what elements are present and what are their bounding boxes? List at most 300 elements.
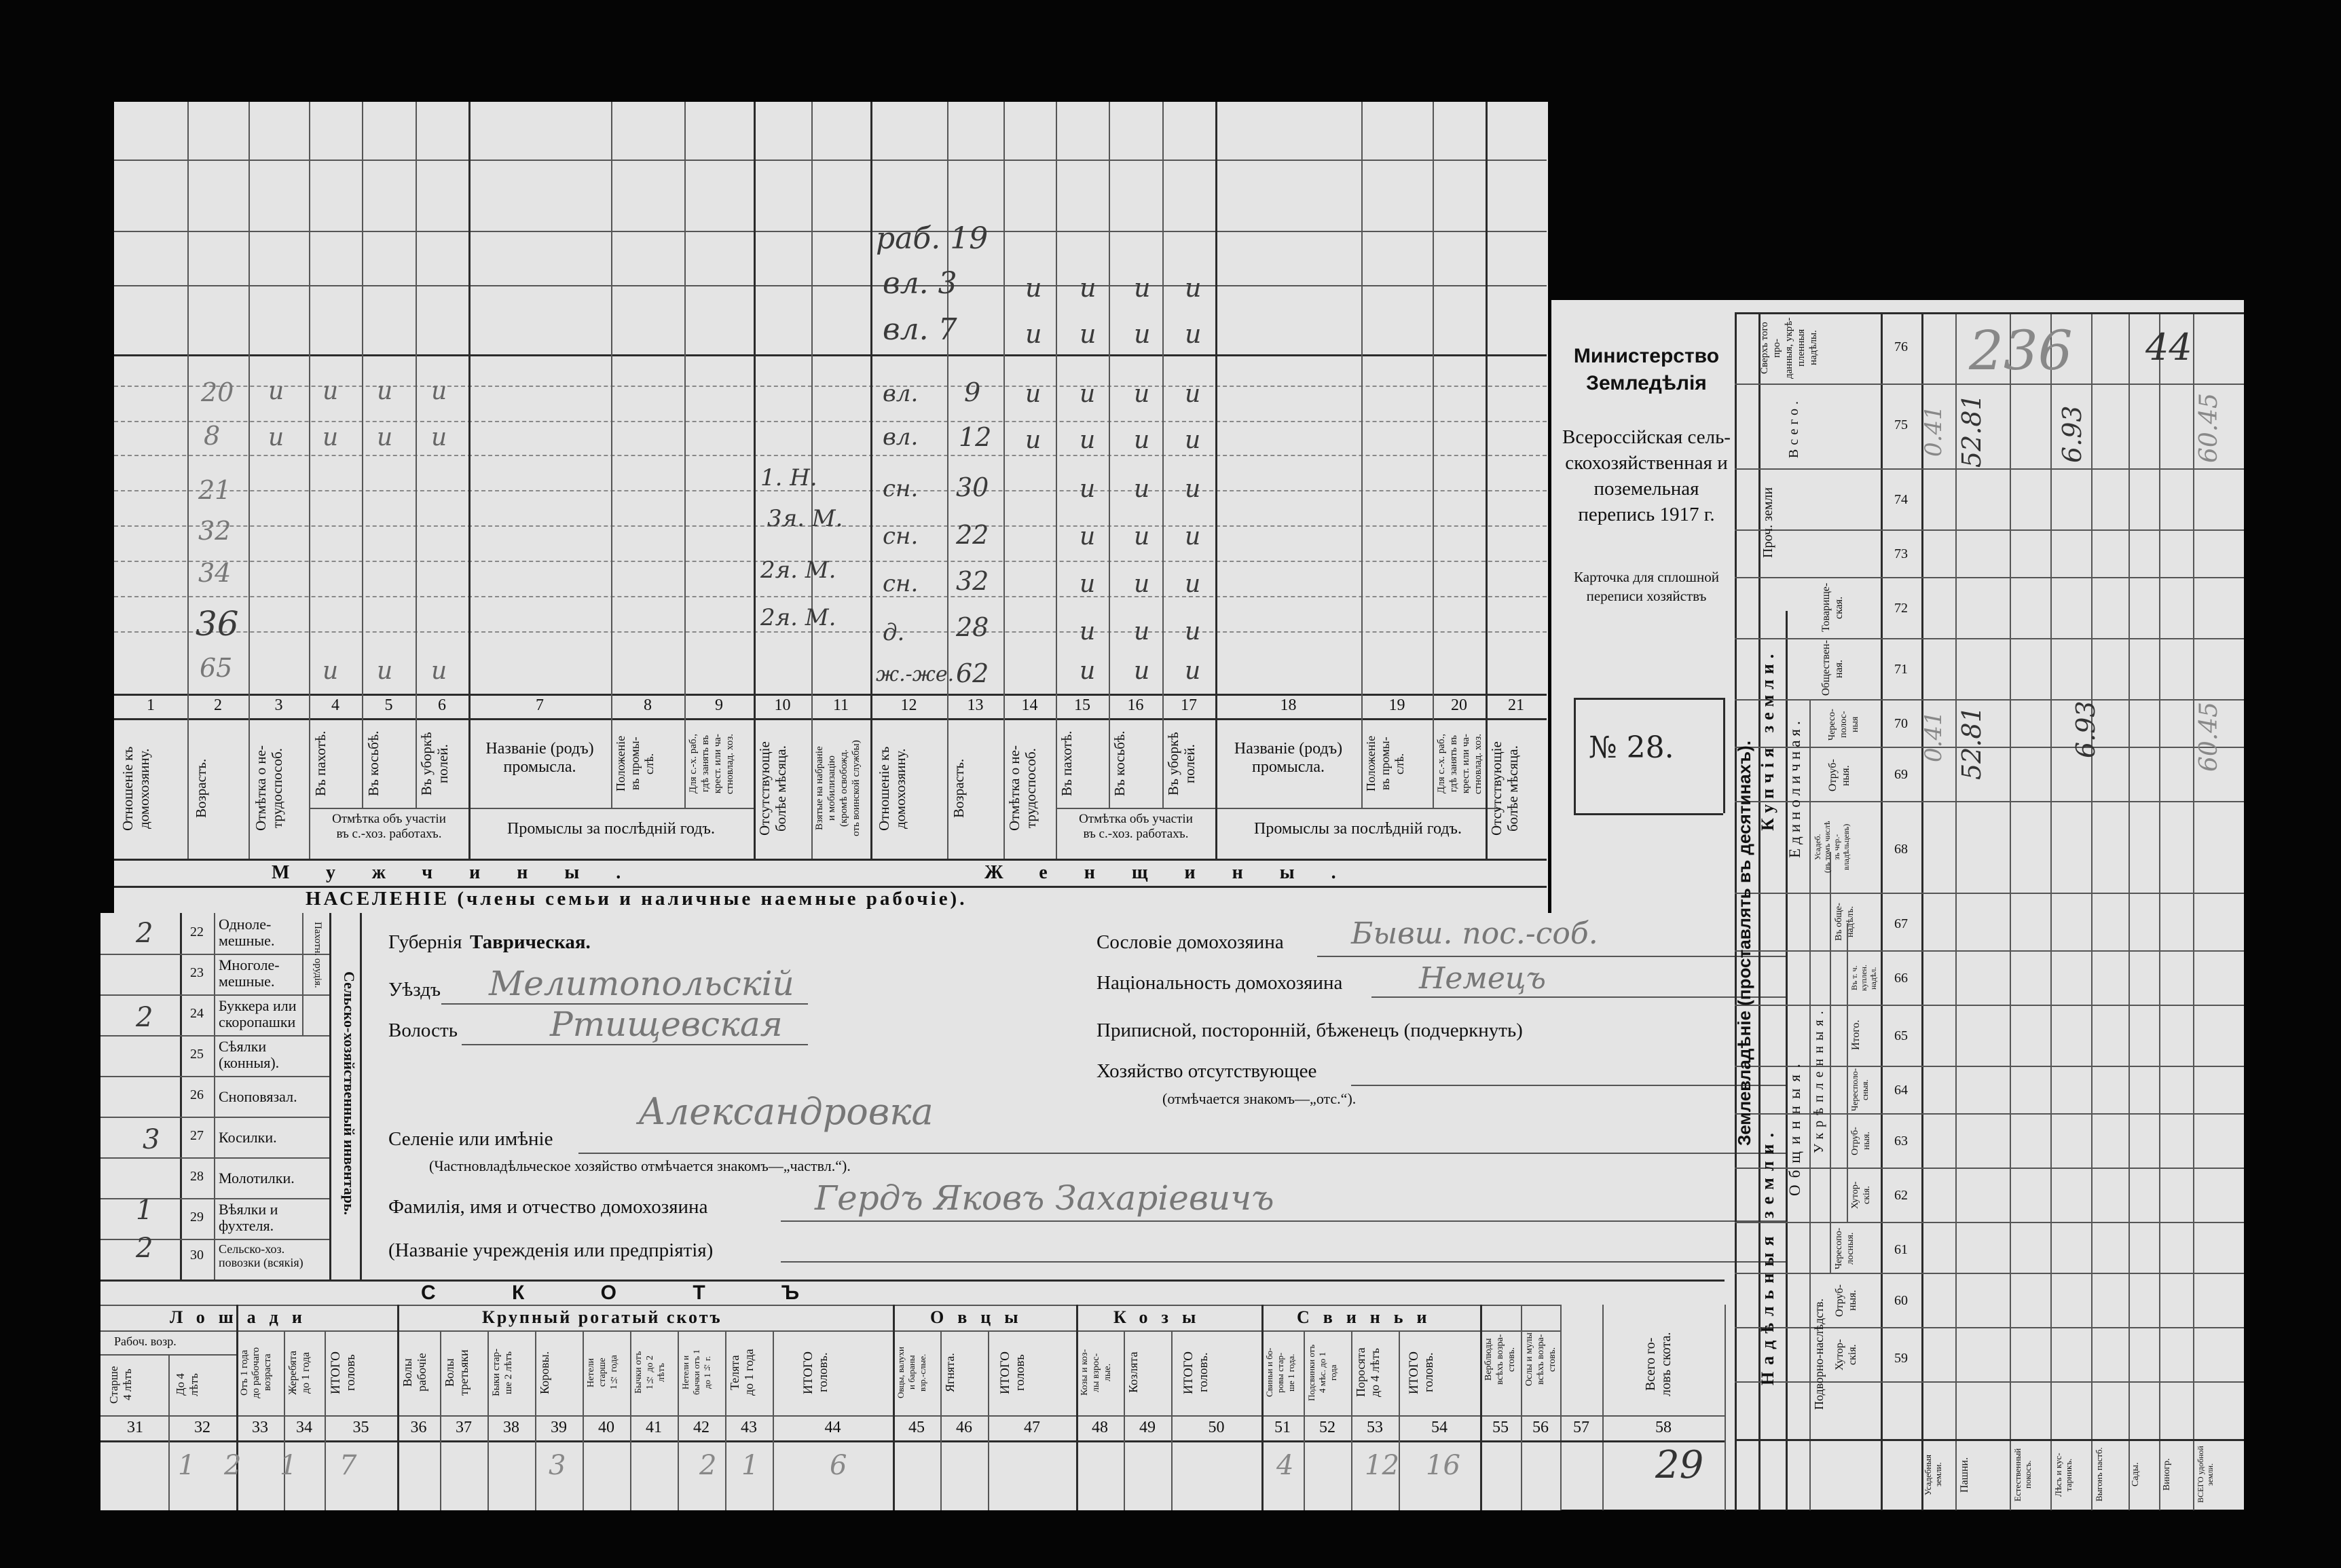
ls-label: Ягнята.: [943, 1353, 957, 1392]
hw-livestock: 1: [741, 1450, 759, 1481]
hw-age-m: 20: [201, 377, 234, 407]
men-label: Мужчины.: [272, 862, 658, 883]
ls-label: Ослы и мулы всѣхъ возра- стовъ.: [1524, 1332, 1557, 1387]
group-sheep: Овцы: [930, 1307, 1032, 1327]
selenie-label: Селеніе или имѣніе: [388, 1128, 553, 1150]
col-label-position-f: Положеніе въ промы- слѣ.: [1364, 735, 1406, 792]
inv-num-29: 29: [190, 1210, 204, 1225]
ls-label-58: Всего го- ловъ скота.: [1643, 1332, 1674, 1397]
hw-ditto: и: [1080, 475, 1096, 503]
hw-land-val: 52.81: [1957, 394, 1987, 468]
ls-num: 55: [1492, 1419, 1509, 1436]
inv-label: Сѣялки (конныя).: [219, 1038, 280, 1071]
land-label-59: Хутор- скія.: [1834, 1339, 1858, 1371]
hw-inventory-count: 3: [143, 1124, 160, 1155]
land-num-72: 72: [1894, 601, 1908, 616]
ls-num: 37: [456, 1419, 472, 1436]
inv-num-30: 30: [190, 1248, 204, 1263]
inv-label: Сельско-хоз. повозки (всякія): [219, 1242, 303, 1269]
col-label-position-m: Положеніе въ промы- слѣ.: [614, 735, 656, 792]
land-label-60: Отруб- ныя.: [1834, 1284, 1858, 1317]
col-num-12: 12: [900, 696, 917, 714]
kupch-label: Купчія земли.: [1758, 648, 1777, 832]
nadel-label: Надѣльныя земли.: [1758, 1126, 1777, 1385]
ls-label: ИТОГО головъ.: [801, 1351, 830, 1394]
volost-value: Ртищевская: [550, 1005, 783, 1044]
land-num-71: 71: [1894, 662, 1908, 677]
col-label-where-f: Для с.-х. раб., гдѣ занять въ крест. или ча- стновлад. хоз.: [1436, 733, 1483, 794]
hw-land-val: 6.93: [2057, 405, 2087, 464]
inv-label: Косилки.: [219, 1129, 277, 1146]
gubernia-printed: Таврическая.: [470, 931, 591, 953]
ls-label: ИТОГО головъ: [329, 1351, 358, 1394]
hw-rel-f: вл.: [883, 424, 919, 451]
land-num-60: 60: [1894, 1293, 1908, 1308]
hw-age-f: 9: [964, 377, 981, 407]
group-pigs: Свиньи: [1297, 1307, 1441, 1327]
col-label-where-m: Для с.-х. раб., гдѣ занять въ крест. или ча- стновлад. хоз.: [688, 733, 735, 794]
ls-num: 51: [1274, 1419, 1291, 1436]
col-label-mow-f: Въ косьбѣ.: [1111, 730, 1128, 797]
col-num-6: 6: [438, 696, 446, 714]
col-num-9: 9: [715, 696, 723, 714]
hw-ditto: и: [377, 424, 393, 451]
hw-ditto: и: [1185, 475, 1201, 503]
land-row-label: Выгонъ пастб.: [2094, 1447, 2104, 1502]
col-num-11: 11: [832, 696, 849, 714]
hw-livestock: 16: [1426, 1450, 1460, 1481]
hw-inventory-count: 2: [136, 1233, 153, 1264]
ls-num: 48: [1092, 1419, 1108, 1436]
land-num-70: 70: [1894, 716, 1908, 731]
inv-label: Вѣялки и фухтеля.: [219, 1201, 278, 1234]
soslovie-label: Сословіе домохозяина: [1096, 931, 1284, 953]
hw-ditto: и: [1080, 380, 1096, 408]
inv-num-28: 28: [190, 1169, 204, 1184]
hw-ditto: и: [1025, 426, 1042, 454]
hw-ditto: и: [268, 377, 284, 405]
land-label-69: Отруб- ныя.: [1827, 759, 1851, 792]
ukrep-label: Укрѣпленныя.: [1811, 1005, 1826, 1153]
ls-label: Козлята: [1126, 1351, 1140, 1394]
hw-age-f: 28: [956, 612, 989, 642]
group-goats: Козы: [1113, 1307, 1210, 1327]
ls-num: 39: [551, 1419, 567, 1436]
col-label-mobilized: Взятые на набраніе и мобилизацію (кромѣ освобожд. оть воинской службы): [814, 740, 862, 837]
absent-note: (отмѣчается знакомъ—„отс.“).: [1162, 1090, 1357, 1107]
land-label-72: Товарище- ская.: [1820, 582, 1845, 633]
land-num-61: 61: [1894, 1242, 1908, 1257]
land-row-label: Естественный покосъ.: [2012, 1448, 2033, 1501]
ls-label: Нетели старше 1½ года: [586, 1355, 619, 1390]
hw-livestock: 1: [178, 1450, 196, 1481]
col-label-trade-f: Названіе (родъ) промысла.: [1234, 740, 1343, 776]
land-num-74: 74: [1894, 492, 1908, 507]
hw-age-m: 36: [196, 604, 239, 643]
ls-label: Поросята до 4 лѣтъ: [1354, 1347, 1382, 1398]
col-num-13: 13: [967, 696, 984, 714]
volost-label: Волость: [388, 1020, 458, 1041]
hw-ditto: и: [1080, 570, 1096, 598]
land-title: Землевладѣніе (проставлять въ десятинахъ).: [1734, 741, 1754, 1146]
hw-ditto: и: [431, 657, 447, 685]
absent-label: Хозяйство отсутствующее: [1096, 1060, 1317, 1082]
hw-land-val: 52.81: [1957, 706, 1987, 781]
hw-livestock: 7: [339, 1450, 357, 1481]
land-num-69: 69: [1894, 767, 1908, 782]
hw-rel-f: сн.: [883, 475, 919, 502]
ls-num: 42: [693, 1419, 709, 1436]
hw-age-m: 8: [204, 421, 221, 451]
ls-label: Жеребята до 1 года: [287, 1350, 312, 1395]
hw-age-m: 32: [198, 516, 232, 546]
hw-ditto: и: [431, 424, 447, 451]
ls-num: 31: [127, 1419, 143, 1436]
hw-ditto: и: [1185, 657, 1201, 685]
land-label-67: Въ обще- надѣлъ.: [1834, 903, 1856, 941]
hw-ditto: и: [1134, 426, 1150, 454]
hw-inventory-count: 1: [136, 1195, 153, 1226]
hw-livestock: 6: [830, 1450, 847, 1481]
trades-label-f: Промыслы за послѣдній годъ.: [1254, 820, 1462, 838]
hw-land-val: 60.45: [2195, 701, 2223, 772]
hw-ditto: и: [377, 657, 393, 685]
ls-label: Старше 4 лѣтъ: [107, 1366, 134, 1404]
col-label-absent-m: Отсутствующіе болѣе мѣсяца.: [756, 741, 789, 836]
fio-value: Гердъ Яковъ Захаріевичъ: [815, 1178, 1274, 1218]
hw-ditto: и: [1134, 273, 1151, 303]
hw-ditto: и: [1134, 475, 1150, 503]
land-num-64: 64: [1894, 1083, 1908, 1098]
inv-label: Одноле- мешные.: [219, 916, 275, 949]
pripis-label: Приписной, посторонній, бѣженецъ (подчеркнуть): [1096, 1020, 1523, 1041]
land-label-65: Итого.: [1850, 1020, 1862, 1051]
ls-label: ИТОГО головъ: [998, 1351, 1027, 1394]
work-label-f: Отмѣтка объ участіи въ с.-хоз. работахъ.: [1079, 812, 1193, 841]
col-num-10: 10: [774, 696, 791, 714]
land-row-label: Пашни.: [1959, 1457, 1970, 1493]
work-label-m: Отмѣтка объ участіи въ с.-хоз. работахъ.: [332, 812, 446, 841]
land-row-label: Лѣсъ и кус- тарникъ.: [2053, 1453, 2073, 1497]
hw-rel-f: сн.: [883, 523, 919, 550]
col-label-relation-m: Отношеніе къ домохозяину.: [119, 746, 152, 831]
ls-label: Нетели и бычки отъ 1 до 1½ г.: [680, 1349, 712, 1396]
hw-land-val: 0.41: [1920, 405, 1947, 457]
land-label-62: Хутор- скія.: [1850, 1181, 1872, 1210]
trades-label-m: Промыслы за послѣдній годъ.: [507, 820, 715, 838]
land-row-label: Сады.: [2131, 1462, 2141, 1487]
hw-livestock: 12: [1365, 1450, 1399, 1481]
col-label-age-f: Возрастъ.: [951, 758, 967, 819]
hw-ditto: и: [1025, 380, 1042, 408]
ls-num: 32: [194, 1419, 210, 1436]
hw-ditto: и: [268, 424, 284, 451]
col-num-20: 20: [1451, 696, 1467, 714]
col-num-21: 21: [1508, 696, 1524, 714]
hw-livestock: 2: [224, 1450, 242, 1481]
inv-num-27: 27: [190, 1128, 204, 1143]
selenie-value: Александровка: [638, 1090, 934, 1133]
ls-label: ИТОГО головъ.: [1181, 1351, 1211, 1394]
edinol-label: Единоличная.: [1786, 717, 1803, 858]
hw-ditto: и: [1080, 273, 1096, 303]
ls-num: 53: [1367, 1419, 1383, 1436]
hw-ditto: и: [1080, 657, 1096, 685]
skot-header: С К О Т Ъ: [421, 1282, 835, 1304]
land-label-63: Отруб- ныя.: [1850, 1127, 1872, 1155]
col-num-7: 7: [536, 696, 544, 714]
hw-ditto: и: [1185, 523, 1201, 550]
uezd-value: Мелитопольскій: [489, 964, 794, 1003]
ls-num: 33: [252, 1419, 268, 1436]
land-num-76: 76: [1894, 339, 1908, 354]
land-label-68: Усадеб. (въ томъ числѣ зъ чер.- владѣльцевъ): [1813, 821, 1851, 873]
work-age-label: Рабоч. возр.: [114, 1334, 177, 1348]
col-label-disabled-f: Отмѣтка о не- трудоспособ.: [1006, 745, 1039, 832]
inv-num-22: 22: [190, 925, 204, 939]
uezd-label: Уѣздъ: [388, 979, 441, 1001]
inv-num-23: 23: [190, 965, 204, 980]
hw-ditto: и: [1025, 273, 1042, 303]
hw-ditto: и: [1185, 319, 1202, 349]
hw-ditto: и: [1185, 380, 1201, 408]
ls-num: 49: [1139, 1419, 1156, 1436]
ls-num: 36: [410, 1419, 427, 1436]
col-label-age-m: Возрастъ.: [193, 758, 209, 819]
hw-ditto: и: [1134, 319, 1151, 349]
land-num-65: 65: [1894, 1028, 1908, 1043]
hw-livestock: 1: [280, 1450, 297, 1481]
col-label-absent-f: Отсутствующіе болѣе мѣсяца.: [1488, 741, 1521, 836]
hw-ditto: и: [1185, 570, 1201, 598]
inv-label: Многоле- мешные.: [219, 956, 280, 990]
col-label-plough-m: Въ пахотѣ.: [312, 730, 329, 797]
hw-livestock: 3: [549, 1450, 566, 1481]
ls-num: 52: [1319, 1419, 1335, 1436]
hw-land-val: 6.93: [2071, 701, 2101, 759]
hw-top-row-3: вл. 7: [883, 312, 957, 347]
col-num-18: 18: [1280, 696, 1297, 714]
hw-rel-f: ж.-же.: [876, 662, 955, 686]
col-label-disabled-m: Отмѣтка о не- трудоспособ.: [253, 745, 285, 832]
col-num-17: 17: [1181, 696, 1197, 714]
hw-ditto: и: [377, 377, 393, 405]
land-num-66: 66: [1894, 971, 1908, 986]
col-num-1: 1: [147, 696, 155, 714]
ls-label: Волы третьяки: [443, 1349, 471, 1396]
ls-num: 38: [503, 1419, 519, 1436]
land-label-71: Обществен- ная.: [1820, 639, 1845, 696]
hw-age-m: 34: [198, 558, 232, 588]
ls-num-58: 58: [1655, 1419, 1672, 1436]
col-label-relation-f: Отношеніе къ домохозяину.: [876, 746, 908, 831]
hw-age-f: 30: [956, 472, 989, 502]
ls-label: Отъ 1 года до рабочаго возраста: [239, 1347, 273, 1398]
ls-num: 54: [1431, 1419, 1448, 1436]
women-label: Женщины.: [984, 862, 1373, 883]
land-num-62: 62: [1894, 1188, 1908, 1203]
plough-note: Пахотн. орудія.: [312, 922, 323, 988]
hw-ditto: и: [1134, 570, 1150, 598]
hw-ditto: и: [1025, 319, 1042, 349]
hw-age-f: 12: [959, 422, 992, 452]
proch-label: Проч. земли: [1761, 487, 1775, 559]
col-num-15: 15: [1074, 696, 1090, 714]
col-label-trade-m: Названіе (родъ) промысла.: [485, 740, 594, 776]
inv-num-25: 25: [190, 1047, 204, 1062]
ls-label: ИТОГО головъ.: [1407, 1351, 1436, 1394]
col-num-19: 19: [1388, 696, 1405, 714]
hw-land-val: 0.41: [1920, 711, 1947, 762]
col-num-16: 16: [1127, 696, 1144, 714]
ls-label: Верблюды всѣхъ возра- стовъ.: [1483, 1334, 1517, 1385]
gubernia-label: Губернія: [388, 931, 462, 953]
col-num-4: 4: [331, 696, 339, 714]
hw-absent: 2я. М.: [760, 604, 836, 631]
hw-top-row-2: вл. 3: [883, 266, 957, 301]
hw-ditto: и: [322, 657, 339, 685]
soslovie-value: Бывш. пос.-соб.: [1351, 916, 1598, 951]
hw-ditto: и: [1185, 426, 1201, 454]
hw-ditto: и: [1080, 426, 1096, 454]
land-row-label: ВСЕГО удобной земли.: [2196, 1446, 2215, 1504]
inv-label: Буккера или скоропашки: [219, 997, 297, 1030]
ls-label: Коровы.: [538, 1351, 551, 1394]
hw-rel-f: д.: [883, 619, 905, 646]
ls-label: Телята до 1 года: [728, 1349, 756, 1396]
hw-ditto: и: [1134, 380, 1150, 408]
ls-num: 44: [824, 1419, 841, 1436]
ministry-title: Министерство Земледѣлія: [1573, 345, 1720, 394]
ls-num-57: 57: [1573, 1419, 1589, 1436]
inv-num-26: 26: [190, 1087, 204, 1102]
fio-label: Фамилія, имя и отчество домохозяина: [388, 1196, 708, 1218]
hw-ditto: и: [1185, 273, 1202, 303]
card-title: Карточка для сплошной переписи хозяйствъ: [1574, 569, 1719, 604]
hw-top-row-1: раб. 19: [876, 221, 989, 256]
ls-num: 34: [296, 1419, 312, 1436]
hw-absent: 2я. М.: [760, 557, 836, 584]
land-row-label: Виногр.: [2162, 1458, 2172, 1491]
land-label-75: Всего.: [1786, 396, 1801, 459]
obsch-label: Общинныя.: [1786, 1057, 1803, 1197]
hw-land-top: 236: [1969, 319, 2073, 382]
hw-age-m: 21: [198, 475, 232, 505]
group-horses: Лошади: [170, 1307, 316, 1327]
col-num-5: 5: [384, 696, 393, 714]
hw-land-val: 60.45: [2195, 392, 2223, 463]
hw-rel-f: вл.: [883, 380, 919, 407]
card-number: № 28.: [1589, 730, 1674, 765]
hw-ditto: и: [1080, 523, 1096, 550]
ls-num: 35: [352, 1419, 369, 1436]
nats-value: Немецъ: [1419, 961, 1546, 996]
col-label-harvest-f: Въ уборкѣ полей.: [1165, 732, 1198, 796]
hw-ditto: и: [1080, 618, 1096, 646]
ls-num: 56: [1532, 1419, 1549, 1436]
hw-ditto: и: [1134, 523, 1150, 550]
land-num-73: 73: [1894, 546, 1908, 561]
inv-label: Молотилки.: [219, 1170, 295, 1187]
hw-ditto: и: [1080, 319, 1096, 349]
land-num-68: 68: [1894, 842, 1908, 857]
hw-absent: 3я. М.: [767, 505, 843, 532]
ls-num: 40: [598, 1419, 614, 1436]
ls-label: Подсвинки отъ 4 мѣс. до 1 года: [1306, 1344, 1338, 1401]
ls-num: 47: [1024, 1419, 1040, 1436]
land-num-67: 67: [1894, 916, 1908, 931]
inst-label: (Названіе учрежденія или предпріятія): [388, 1239, 714, 1261]
hw-absent: 1. Н.: [760, 464, 817, 491]
hw-livestock-total: 29: [1655, 1443, 1704, 1487]
col-num-8: 8: [644, 696, 652, 714]
col-label-mow-m: Въ косьбѣ.: [365, 730, 382, 797]
col-label-harvest-m: Въ уборкѣ полей.: [418, 732, 451, 796]
inv-label: Сноповязал.: [219, 1088, 297, 1105]
selenie-note: (Частновладѣльческое хозяйство отмѣчается знакомъ—„частвл.“).: [429, 1157, 851, 1174]
land-label-64: Чересполо- сныя.: [1849, 1068, 1870, 1111]
ls-num: 43: [741, 1419, 757, 1436]
land-label-70: Чересо- полос- ныя: [1827, 709, 1860, 741]
hw-ditto: и: [1134, 618, 1150, 646]
hw-ditto: и: [431, 377, 447, 405]
land-num-59: 59: [1894, 1351, 1908, 1366]
hw-livestock: 4: [1276, 1450, 1294, 1481]
ls-num: 41: [646, 1419, 662, 1436]
hw-ditto: и: [1134, 657, 1150, 685]
hw-age-f: 32: [956, 566, 989, 596]
land-label-66: Въ т. ч. куплен. надѣл.: [1849, 965, 1878, 992]
census-title: Всероссійская сель- скохозяйственная и поземельная перепись 1917 г.: [1562, 426, 1731, 525]
nats-label: Національность домохозяина: [1096, 972, 1343, 994]
hw-rel-f: сн.: [883, 570, 919, 597]
inv-num-24: 24: [190, 1006, 204, 1021]
ls-num: 50: [1208, 1419, 1225, 1436]
ls-label: Волы рабочіе: [401, 1353, 428, 1392]
hw-age-f: 22: [956, 520, 989, 550]
col-num-14: 14: [1021, 696, 1038, 714]
podvorn-label: Подворно-наслѣдств.: [1812, 1298, 1826, 1411]
land-label-76: Сверхъ того про- данныя, укрѣ- пленныя надѣлы.: [1759, 317, 1819, 379]
col-num-3: 3: [274, 696, 283, 714]
hw-inventory-count: 2: [136, 1002, 153, 1033]
ls-num: 45: [908, 1419, 925, 1436]
ls-num: 46: [956, 1419, 972, 1436]
hw-ditto: и: [1185, 618, 1201, 646]
hw-ditto: и: [322, 377, 339, 405]
hw-livestock: 2: [699, 1450, 717, 1481]
hw-age-m: 65: [200, 653, 233, 683]
col-num-2: 2: [214, 696, 222, 714]
ls-label: Козы и коз- лы взрос- лые.: [1080, 1349, 1113, 1396]
col-label-plough-f: Въ пахотѣ.: [1058, 730, 1075, 797]
population-label: НАСЕЛЕНІЕ (члены семьи и наличные наемные рабочіе).: [306, 888, 967, 910]
ls-label: Быки стар- ше 2 лѣтъ: [491, 1348, 514, 1397]
ls-label: Овцы, валухи и бараны взр.-слые.: [896, 1347, 927, 1399]
land-num-75: 75: [1894, 417, 1908, 432]
land-label-61: Чересопо- лосныя.: [1834, 1227, 1856, 1269]
ls-label: До 4 лѣтъ: [174, 1373, 200, 1396]
ls-label: Бычки отъ 1½ до 2 лѣтъ: [633, 1351, 667, 1394]
ls-label: Свиньи и бо- ровы стар- ше 1 года.: [1264, 1347, 1296, 1398]
hw-age-f: 62: [956, 658, 989, 688]
land-num-63: 63: [1894, 1134, 1908, 1149]
land-row-label: Усадебныя земли.: [1923, 1454, 1943, 1495]
hw-inventory-count: 2: [136, 918, 153, 949]
group-cattle: Крупный рогатый скотъ: [482, 1307, 722, 1327]
hw-land-top2: 44: [2145, 326, 2192, 369]
inventory-title: Сельско-хозяйственный инвентарь.: [341, 971, 358, 1215]
